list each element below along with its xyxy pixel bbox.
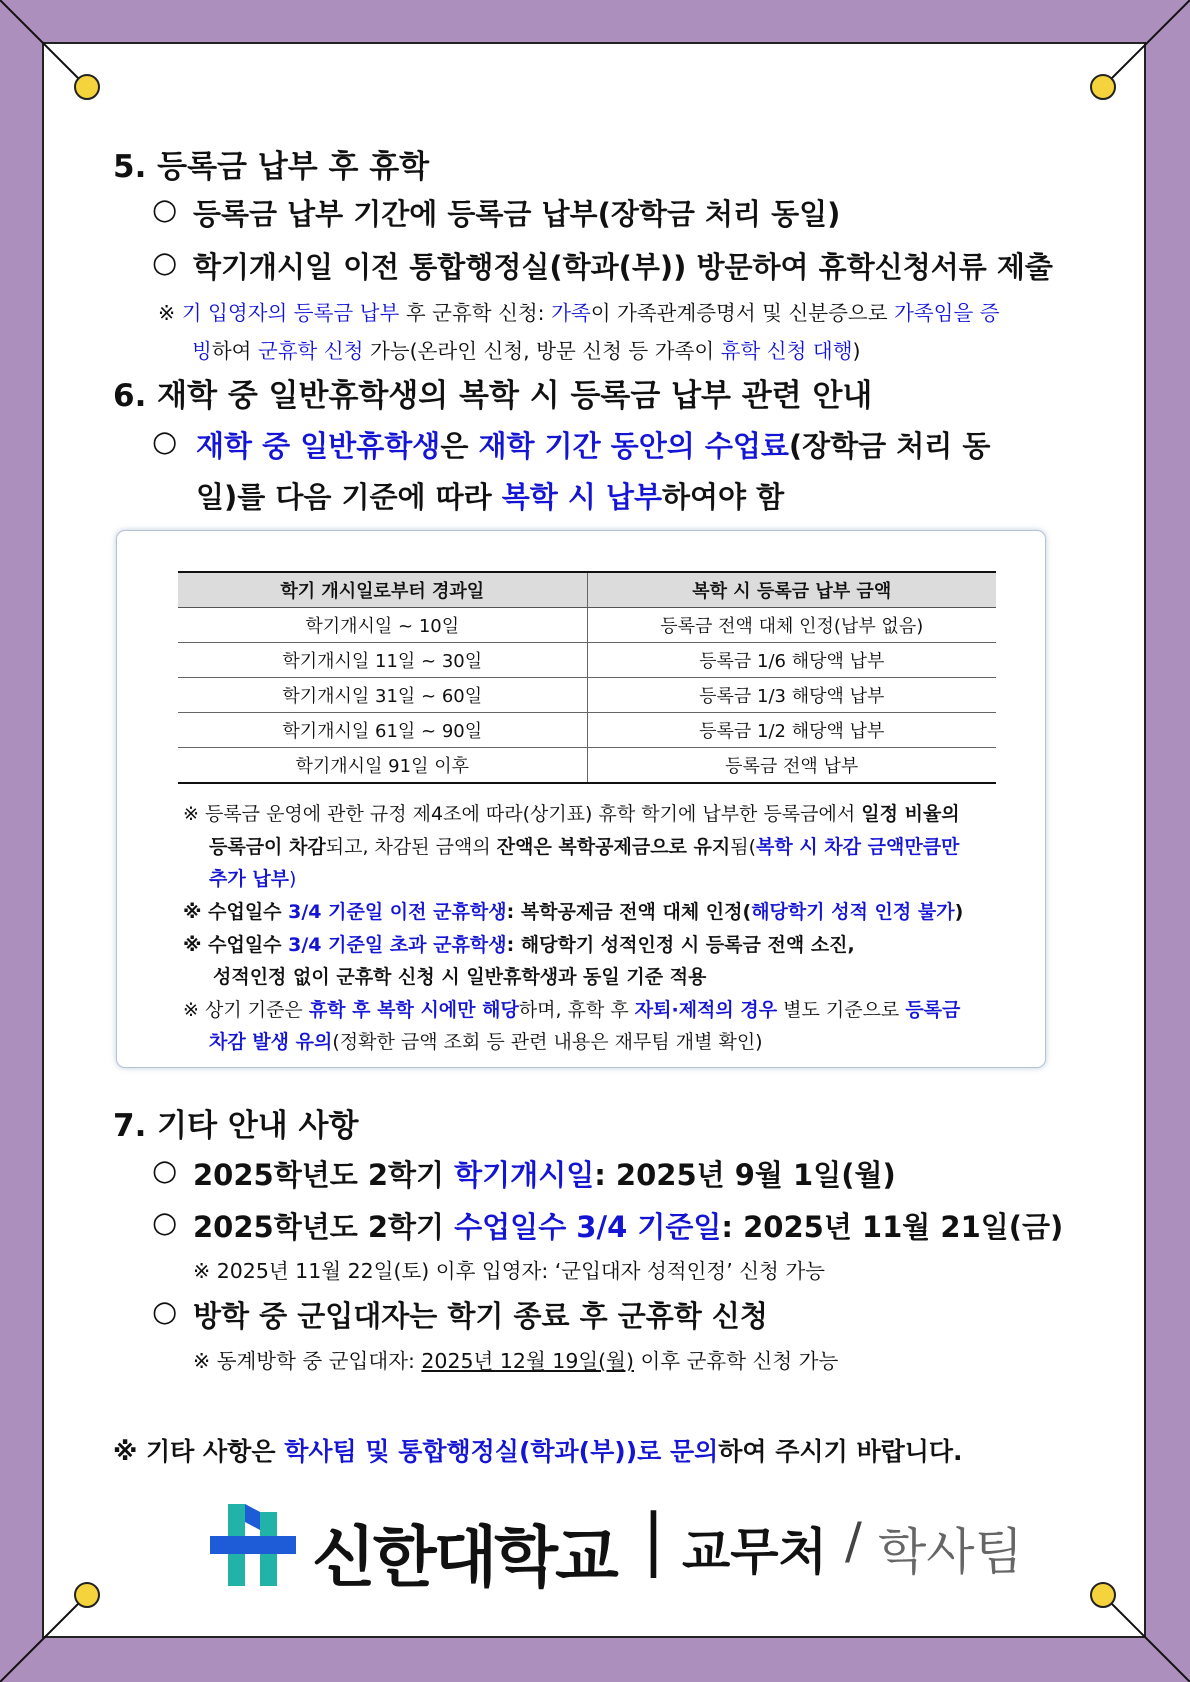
s7-semester-start: 2025학년도 2학기 학기개시일: 2025년 9월 1일(월): [193, 1158, 896, 1192]
table-cell: 등록금 전액 납부: [587, 748, 996, 784]
table-cell: 등록금 전액 대체 인정(납부 없음): [587, 608, 996, 643]
table-row: [178, 713, 996, 748]
bullet-icon: ○: [152, 245, 178, 279]
table-cell: 학기개시일 ~ 10일: [178, 608, 587, 643]
table-row: [178, 643, 996, 678]
table-row: [178, 748, 996, 784]
table-cell: 학기개시일 31일 ~ 60일: [178, 678, 587, 713]
university-emblem-icon: [210, 1500, 300, 1590]
section-5-title: 5. 등록금 납부 후 휴학: [113, 149, 430, 185]
s5-bullet-1: 등록금 납부 기간에 등록금 납부(장학금 처리 동일): [193, 197, 841, 231]
table-note-4-line-1: ※ 상기 기준은 휴학 후 복학 시에만 해당하며, 휴학 후 자퇴·제적의 경우 별도 기준으로 등록금: [183, 999, 961, 1021]
bullet-icon: ○: [152, 192, 178, 226]
bullet-icon: ○: [152, 424, 178, 458]
s7-three-quarter-date: 2025학년도 2학기 수업일수 3/4 기준일: 2025년 11월 21일(금): [193, 1210, 1064, 1244]
table-note-4-line-2: 차감 발생 유의(정확한 금액 조회 등 관련 내용은 재무팀 개별 확인): [209, 1031, 763, 1053]
table-cell: 학기개시일 61일 ~ 90일: [178, 713, 587, 748]
table-cell: 학기개시일 11일 ~ 30일: [178, 643, 587, 678]
logo-department: 교무처: [682, 1523, 827, 1581]
logo-team: 학사팀: [878, 1523, 1023, 1581]
bullet-icon: ○: [152, 1294, 178, 1328]
s7-vacation-enlistment: 방학 중 군입대자는 학기 종료 후 군휴학 신청: [193, 1299, 768, 1333]
table-note-1-line-1: ※ 등록금 운영에 관한 규정 제4조에 따라(상기표) 휴학 학기에 납부한 등록금에서 일정 비율의: [183, 803, 960, 825]
logo-slash: /: [845, 1512, 862, 1570]
pin-icon: [1091, 1583, 1115, 1607]
table-note-3-line-1: ※ 수업일수 3/4 기준일 초과 군휴학생: 해당학기 성적인정 시 등록금 전액 소진,: [183, 934, 855, 956]
section-6-title: 6. 재학 중 일반휴학생의 복학 시 등록금 납부 관련 안내: [113, 378, 873, 414]
table-header-row: [178, 572, 996, 608]
table-header: 학기 개시일로부터 경과일: [178, 572, 587, 608]
logo-separator: |: [642, 1500, 665, 1579]
s6-bullet-line-1: 재학 중 일반휴학생은 재학 기간 동안의 수업료(장학금 처리 동: [196, 429, 991, 463]
table-cell: 등록금 1/2 해당액 납부: [587, 713, 996, 748]
pin-icon: [75, 75, 99, 99]
bullet-icon: ○: [152, 1153, 178, 1187]
tuition-table: [178, 571, 996, 784]
table-header: 복학 시 등록금 납부 금액: [587, 572, 996, 608]
s5-bullet-2: 학기개시일 이전 통합행정실(학과(부)) 방문하여 휴학신청서류 제출: [193, 250, 1053, 284]
pin-icon: [75, 1583, 99, 1607]
table-cell: 등록금 1/3 해당액 납부: [587, 678, 996, 713]
table-cell: 학기개시일 91일 이후: [178, 748, 587, 784]
logo-university-name: 신한대학교: [312, 1519, 616, 1596]
table-note-2: ※ 수업일수 3/4 기준일 이전 군휴학생: 복학공제금 전액 대체 인정(해당학기 성적 인정 불가): [183, 901, 964, 923]
table-note-3-line-2: 성적인정 없이 군휴학 신청 시 일반휴학생과 동일 기준 적용: [213, 966, 707, 988]
table-cell: 등록금 1/6 해당액 납부: [587, 643, 996, 678]
table-row: [178, 608, 996, 643]
university-logo: [210, 1500, 1023, 1596]
s6-bullet-line-2: 일)를 다음 기준에 따라 복학 시 납부하여야 함: [196, 480, 785, 514]
section-7-title: 7. 기타 안내 사항: [113, 1108, 359, 1144]
footer-note: ※ 기타 사항은 학사팀 및 통합행정실(학과(부))로 문의하여 주시기 바랍니다.: [113, 1437, 963, 1466]
table-row: [178, 678, 996, 713]
s5-note-line-1: ※ 기 입영자의 등록금 납부 후 군휴학 신청: 가족이 가족관계증명서 및 신분증으로 가족임을 증: [158, 301, 1000, 325]
bullet-icon: ○: [152, 1205, 178, 1239]
table-note-1-line-2: 등록금이 차감되고, 차감된 금액의 잔액은 복학공제금으로 유지됨(복학 시 차감 금액만큼만: [209, 836, 960, 858]
s5-note-line-2: 빙하여 군휴학 신청 가능(온라인 신청, 방문 신청 등 가족이 휴학 신청 대행): [192, 339, 861, 363]
s7-vacation-note: ※ 동계방학 중 군입대자: 2025년 12월 19일(월) 이후 군휴학 신청 가능: [193, 1349, 839, 1373]
s7-three-quarter-note: ※ 2025년 11월 22일(토) 이후 입영자: ‘군입대자 성적인정’ 신청 가능: [193, 1259, 825, 1283]
table-note-1-line-3: 추가 납부): [209, 868, 297, 890]
pin-icon: [1091, 75, 1115, 99]
